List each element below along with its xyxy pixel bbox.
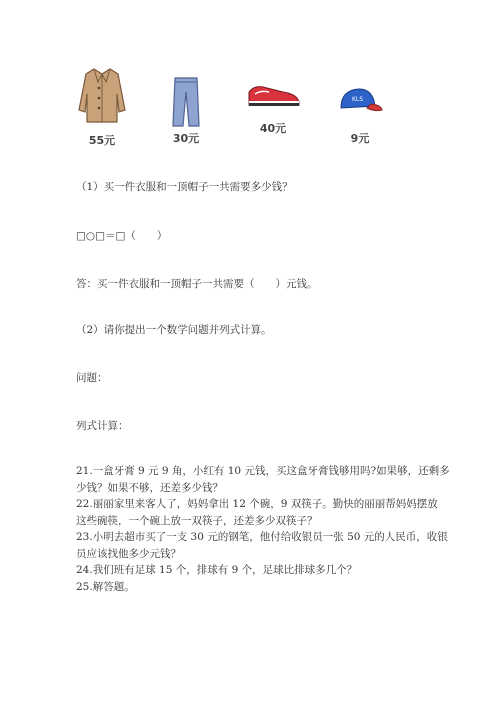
problem-line: 这些碗筷，一个碗上放一双筷子，还差多少双筷子？ [76, 514, 318, 527]
problem-label: 问题： [76, 372, 108, 384]
cap-icon [337, 86, 383, 116]
pants-icon [171, 76, 201, 128]
shoes-price: 40元 [259, 122, 287, 135]
pants-price: 30元 [172, 132, 200, 145]
coat-price: 55元 [88, 134, 116, 147]
shoes-icon [245, 82, 301, 108]
question-1: （1）买一件衣服和一顶帽子一共需要多少钱？ [76, 181, 293, 193]
coat-icon [76, 66, 128, 124]
problem-line: 少钱？如果不够，还差多少钱？ [76, 481, 223, 494]
problem-line: 员应该找他多少元钱？ [76, 547, 181, 560]
answer-line: 答：买一件衣服和一顶帽子一共需要（ ）元钱。 [76, 278, 318, 290]
calc-label: 列式计算： [76, 420, 129, 432]
problem-line: 24.我们班有足球 15 个，排球有 9 个，足球比排球多几个？ [76, 564, 358, 576]
formula-blank: □○□＝□（ ） [76, 230, 168, 242]
cap-price: 9元 [350, 132, 370, 145]
coat-item [72, 66, 132, 148]
problem-line: 21.一盒牙膏 9 元 9 角，小红有 10 元钱，买这盒牙膏钱够用吗?如果够，还剩多 [76, 465, 450, 477]
pants-item [160, 76, 212, 146]
problem-line: 25.解答题。 [76, 580, 135, 593]
question-2: （2）请你提出一个数学问题并列式计算。 [76, 324, 272, 336]
shoes-item [244, 82, 302, 136]
svg-text:KLS: KLS [352, 96, 364, 103]
problem-line: 22.丽丽家里来客人了，妈妈拿出 12 个碗，9 双筷子。勤快的丽丽帮妈妈摆放 [76, 498, 438, 510]
word-problems [76, 463, 450, 595]
problem-line: 23.小明去超市买了一支 30 元的钢笔，他付给收银员一张 50 元的人民币，收银 [76, 531, 448, 543]
cap-item [334, 86, 386, 146]
